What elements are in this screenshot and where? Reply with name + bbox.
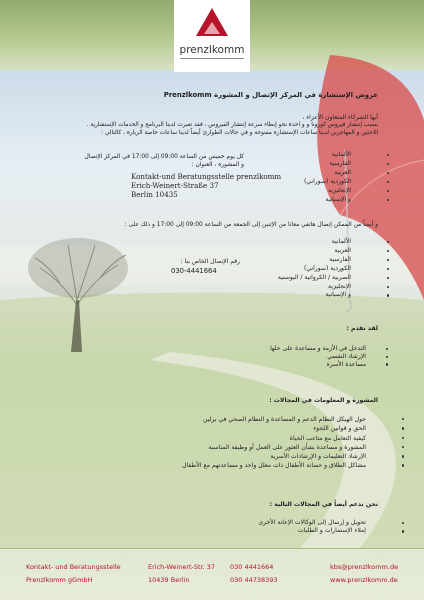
hours-line: و المشورة ، العنوان : <box>191 162 244 168</box>
list-item: الإنجليزية <box>304 187 351 196</box>
footer-line: 030 44738393 <box>230 575 278 584</box>
offer-heading: لقد نقدم : <box>346 325 378 332</box>
footer-phones <box>230 561 278 586</box>
list-item: الكوردية (سوراني) <box>303 177 351 185</box>
phone-intro: و أيضاً من الممكن إتصال هاتفي معانا من الإثنين إلى الجمعة من الساعة 09:00 إلى 17:00 و ذلك على : <box>124 222 378 228</box>
greeting: أيها الشركاء المتعاون الأعزاء ، <box>302 114 378 121</box>
address-line: Kontakt-und Beratungsstelle prenzlkomm <box>131 172 282 181</box>
footer-line: Erich-Weinert-Str. 37 <box>148 563 216 571</box>
phone-number: 030-4441664 <box>171 267 217 275</box>
list-item: إملاء الإستمارات و الطلبات <box>258 527 366 535</box>
intro-line: بسبب إنتشار فيروس كورونا و و احدة نحو إبطاء سرعة إنتشار الفيروس ، فقد تغيرت لدينا البرنامج و الخدمات الإستشارية . <box>86 122 378 128</box>
list-item: و الإسبانية <box>304 196 351 205</box>
list-item: الإرشاد التعليمات و الإرشادات الأسرية <box>182 452 366 461</box>
footer-divider <box>0 548 424 549</box>
document-title <box>58 91 378 99</box>
list-item: و الإسبانية <box>278 291 351 300</box>
footer-organization <box>26 561 121 586</box>
footer-line: 10439 Berlin <box>148 575 190 584</box>
list-item: الكوردية (سوراني) <box>278 265 351 274</box>
address-line: Berlin 10435 <box>131 190 178 200</box>
list-item: حول الهيكل النظام الدعم و المساعدة و النظام الصحي في برلين <box>182 415 366 424</box>
offer-list <box>270 345 366 369</box>
address-line: Erich-Weinert-Straße 37 <box>131 181 219 191</box>
list-item: مشاكل الطلاق و حضانة الأطفال ذات معلل واحد و مساعدتهم مع الأطفال <box>182 462 366 470</box>
list-item: الفارسية <box>304 160 351 169</box>
list-item: العربية <box>304 169 351 178</box>
support-heading: نحن ندعم أيضاً في المجالات التالية : <box>269 501 378 508</box>
list-item: الحق و قوانين اللجوء <box>182 424 366 433</box>
footer-contact <box>330 561 398 586</box>
list-item: الصربية / الكرواتية / البوسنية <box>277 273 351 281</box>
areas-list <box>182 415 366 471</box>
footer-line: 030 4441664 <box>230 563 274 571</box>
list-item: الألمانية <box>304 151 351 160</box>
footer-line: Kontakt- und Beratungsstelle <box>26 563 121 571</box>
footer-website: www.prenzlkomm.de <box>330 575 398 584</box>
footer-address <box>148 561 215 586</box>
list-item: الألمانية <box>278 238 351 247</box>
phone-label: رقم الإتصال الخاص بنا : <box>180 258 240 265</box>
address-block <box>131 172 281 200</box>
languages-list-1 <box>304 151 351 204</box>
hours-line: كل يوم خميس من الساعة 09:00 إلى 17:00 في المركز الإتصال <box>84 154 244 160</box>
list-item: المشورة و مساعدة بشأن العثور على العمل أو وظيفة المناسبة <box>182 443 366 452</box>
title-arabic: عروض الإستشارة في المركز الإتصال و المشورة <box>214 91 378 99</box>
intro-paragraph <box>48 121 378 138</box>
list-item: الإرشاد النفسي <box>270 353 366 361</box>
footer-email: kbs@prenzlkomm.de <box>330 563 399 571</box>
support-list <box>258 519 366 536</box>
logo-wordmark: prenzlkomm <box>179 44 245 56</box>
list-item: التدخل في الأزمة و مساعدة على حلها <box>270 345 366 352</box>
hours-text <box>85 153 244 169</box>
list-item: الفارسية <box>278 256 351 265</box>
list-item: تحويل و إرسال إلى الوكالات الإعانة الأخرى <box>258 519 366 526</box>
list-item: الإنجليزية <box>278 283 351 292</box>
footer-line: Prenzlkomm gGmbH <box>26 575 93 584</box>
list-item: مساعدة الأسرة <box>270 361 366 369</box>
areas-heading: المشورة و المعلومات في المجالات : <box>269 397 378 404</box>
languages-list-2 <box>278 238 351 300</box>
title-brand: Prenzlkomm <box>163 91 212 99</box>
intro-line: للاجئين و المهاجرين لدينا ساعات الإستشارة مفتوحة و في حالات الطوارئ أيضاً لدينا ساعات خاصة الزيارة ، كالتالي : <box>101 130 378 137</box>
list-item: كيفية التعامل مع متاعب الحياة <box>182 434 366 443</box>
list-item: العربية <box>278 247 351 256</box>
